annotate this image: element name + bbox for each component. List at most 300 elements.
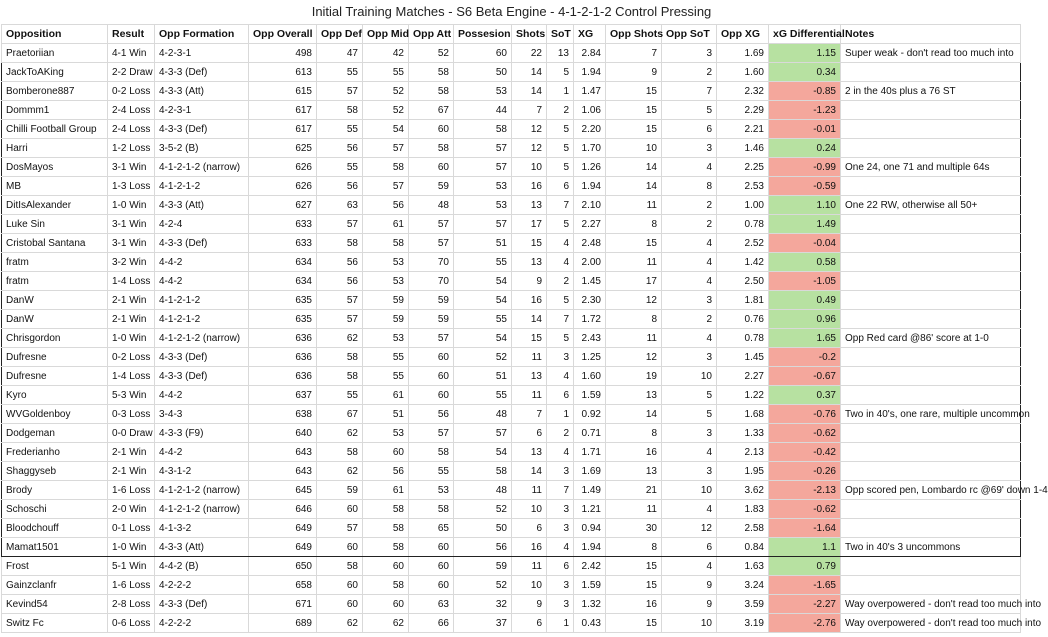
table-row[interactable] xyxy=(2,519,1021,538)
table-cell[interactable]: 51 xyxy=(454,367,512,386)
table-cell[interactable]: 13 xyxy=(512,443,547,462)
table-cell[interactable]: Praetoriian xyxy=(2,44,108,63)
table-cell[interactable]: 1.45 xyxy=(574,272,606,291)
table-cell[interactable]: 4 xyxy=(662,253,717,272)
table-row[interactable] xyxy=(2,462,1021,481)
table-cell[interactable]: 58 xyxy=(409,63,454,82)
table-cell[interactable]: 0.43 xyxy=(574,614,606,633)
table-cell[interactable]: 3 xyxy=(547,595,574,614)
table-cell[interactable]: 11 xyxy=(606,329,662,348)
table-cell[interactable]: 58 xyxy=(409,82,454,101)
table-cell[interactable]: 21 xyxy=(606,481,662,500)
table-cell[interactable]: 2 xyxy=(662,215,717,234)
table-cell[interactable]: 1-4 Loss xyxy=(108,272,155,291)
table-cell[interactable] xyxy=(841,272,1021,291)
table-cell[interactable]: 52 xyxy=(454,348,512,367)
table-cell[interactable]: 61 xyxy=(363,481,409,500)
table-cell[interactable]: 60 xyxy=(409,120,454,139)
table-cell[interactable]: 57 xyxy=(317,82,363,101)
table-cell[interactable]: 1.69 xyxy=(717,44,769,63)
table-cell[interactable]: 1.94 xyxy=(574,63,606,82)
table-cell[interactable]: 2-1 Win xyxy=(108,462,155,481)
table-cell[interactable]: 57 xyxy=(363,139,409,158)
table-cell[interactable]: JackToAKing xyxy=(2,63,108,82)
table-cell[interactable]: 4-1-3-2 xyxy=(155,519,249,538)
table-cell[interactable]: 637 xyxy=(249,386,317,405)
table-cell[interactable]: 44 xyxy=(454,101,512,120)
table-row[interactable] xyxy=(2,272,1021,291)
table-cell[interactable]: 56 xyxy=(409,405,454,424)
table-cell[interactable]: 58 xyxy=(409,500,454,519)
table-cell[interactable]: 634 xyxy=(249,272,317,291)
table-cell[interactable]: 1.83 xyxy=(717,500,769,519)
table-cell[interactable]: 22 xyxy=(512,44,547,63)
xg-differential-cell[interactable]: -1.65 xyxy=(769,576,841,595)
table-cell[interactable]: 3 xyxy=(662,462,717,481)
column-header[interactable]: Possesion xyxy=(454,25,512,44)
table-cell[interactable]: 59 xyxy=(317,481,363,500)
table-cell[interactable]: 7 xyxy=(662,82,717,101)
table-cell[interactable]: 4-3-3 (Def) xyxy=(155,595,249,614)
xg-differential-cell[interactable]: 1.49 xyxy=(769,215,841,234)
table-cell[interactable]: 13 xyxy=(512,253,547,272)
table-cell[interactable]: 50 xyxy=(454,63,512,82)
table-cell[interactable] xyxy=(841,291,1021,310)
table-cell[interactable]: 11 xyxy=(512,481,547,500)
table-cell[interactable]: 57 xyxy=(317,215,363,234)
table-row[interactable] xyxy=(2,443,1021,462)
table-cell[interactable]: 3.19 xyxy=(717,614,769,633)
table-cell[interactable]: 60 xyxy=(363,595,409,614)
table-cell[interactable]: 4-3-1-2 xyxy=(155,462,249,481)
table-cell[interactable]: 57 xyxy=(317,291,363,310)
table-cell[interactable]: 11 xyxy=(512,557,547,576)
table-cell[interactable]: 5 xyxy=(662,101,717,120)
table-cell[interactable]: 2-8 Loss xyxy=(108,595,155,614)
table-cell[interactable]: 8 xyxy=(606,424,662,443)
table-cell[interactable]: 60 xyxy=(409,538,454,557)
table-cell[interactable]: 60 xyxy=(454,44,512,63)
table-cell[interactable]: 66 xyxy=(409,614,454,633)
table-cell[interactable]: 13 xyxy=(606,386,662,405)
table-cell[interactable]: 11 xyxy=(606,500,662,519)
table-cell[interactable]: One 24, one 71 and multiple 64s xyxy=(841,158,1021,177)
xg-differential-cell[interactable]: -0.2 xyxy=(769,348,841,367)
table-cell[interactable]: 1.95 xyxy=(717,462,769,481)
table-cell[interactable] xyxy=(841,101,1021,120)
table-cell[interactable]: 2.43 xyxy=(574,329,606,348)
column-header[interactable]: Opp XG xyxy=(717,25,769,44)
table-cell[interactable]: 54 xyxy=(454,272,512,291)
table-cell[interactable] xyxy=(841,234,1021,253)
table-cell[interactable]: 2 xyxy=(547,272,574,291)
table-cell[interactable]: 1.33 xyxy=(717,424,769,443)
table-cell[interactable]: 12 xyxy=(606,348,662,367)
table-cell[interactable]: 4-1-2-1-2 xyxy=(155,291,249,310)
table-cell[interactable]: 51 xyxy=(363,405,409,424)
table-cell[interactable]: 4-3-3 (Def) xyxy=(155,367,249,386)
table-cell[interactable]: 12 xyxy=(662,519,717,538)
table-cell[interactable]: 4-4-2 xyxy=(155,253,249,272)
table-cell[interactable]: 59 xyxy=(409,291,454,310)
xg-differential-cell[interactable]: 1.65 xyxy=(769,329,841,348)
table-cell[interactable]: 6 xyxy=(662,120,717,139)
table-cell[interactable]: 4-4-2 xyxy=(155,272,249,291)
column-header[interactable]: Shots xyxy=(512,25,547,44)
table-cell[interactable]: 0.71 xyxy=(574,424,606,443)
table-cell[interactable]: 0.94 xyxy=(574,519,606,538)
table-cell[interactable]: 4-4-2 xyxy=(155,386,249,405)
table-cell[interactable]: 32 xyxy=(454,595,512,614)
table-cell[interactable]: Cristobal Santana xyxy=(2,234,108,253)
table-cell[interactable] xyxy=(841,424,1021,443)
table-cell[interactable]: 4-1-2-1-2 (narrow) xyxy=(155,481,249,500)
table-cell[interactable]: 57 xyxy=(363,177,409,196)
xg-differential-cell[interactable]: 0.24 xyxy=(769,139,841,158)
table-cell[interactable]: Schoschi xyxy=(2,500,108,519)
column-header[interactable]: Opposition xyxy=(2,25,108,44)
column-header[interactable]: xG Differential xyxy=(769,25,841,44)
table-cell[interactable]: 1.60 xyxy=(574,367,606,386)
xg-differential-cell[interactable]: -1.23 xyxy=(769,101,841,120)
table-cell[interactable]: 5 xyxy=(547,215,574,234)
column-header[interactable]: XG xyxy=(574,25,606,44)
table-cell[interactable] xyxy=(841,443,1021,462)
table-cell[interactable]: 58 xyxy=(363,234,409,253)
table-cell[interactable]: 10 xyxy=(662,367,717,386)
table-cell[interactable]: 2.58 xyxy=(717,519,769,538)
table-cell[interactable]: 48 xyxy=(454,481,512,500)
table-cell[interactable]: 62 xyxy=(317,424,363,443)
table-cell[interactable]: 1.46 xyxy=(717,139,769,158)
table-cell[interactable] xyxy=(841,576,1021,595)
table-cell[interactable]: 9 xyxy=(512,595,547,614)
table-cell[interactable] xyxy=(841,348,1021,367)
table-cell[interactable]: 7 xyxy=(547,196,574,215)
table-cell[interactable] xyxy=(841,139,1021,158)
table-cell[interactable]: 56 xyxy=(363,462,409,481)
table-cell[interactable]: 2-4 Loss xyxy=(108,120,155,139)
table-cell[interactable]: 671 xyxy=(249,595,317,614)
table-cell[interactable]: 2.00 xyxy=(574,253,606,272)
table-cell[interactable]: 67 xyxy=(317,405,363,424)
xg-differential-cell[interactable]: -2.13 xyxy=(769,481,841,500)
table-cell[interactable]: 1.00 xyxy=(717,196,769,215)
table-cell[interactable]: 634 xyxy=(249,253,317,272)
table-cell[interactable]: 48 xyxy=(409,196,454,215)
table-cell[interactable]: 54 xyxy=(363,120,409,139)
table-cell[interactable] xyxy=(841,63,1021,82)
table-cell[interactable]: 4-3-3 (Def) xyxy=(155,234,249,253)
table-cell[interactable]: 6 xyxy=(512,424,547,443)
table-cell[interactable]: 15 xyxy=(606,234,662,253)
table-cell[interactable]: 56 xyxy=(363,196,409,215)
table-cell[interactable]: 5 xyxy=(547,63,574,82)
table-cell[interactable]: 4 xyxy=(662,500,717,519)
table-cell[interactable]: 55 xyxy=(317,158,363,177)
table-cell[interactable]: 15 xyxy=(606,557,662,576)
xg-differential-cell[interactable]: 0.96 xyxy=(769,310,841,329)
table-cell[interactable]: Dufresne xyxy=(2,348,108,367)
table-cell[interactable]: 13 xyxy=(512,196,547,215)
table-cell[interactable]: 6 xyxy=(662,538,717,557)
table-cell[interactable]: 52 xyxy=(409,44,454,63)
table-cell[interactable]: Luke Sin xyxy=(2,215,108,234)
table-cell[interactable]: 59 xyxy=(363,291,409,310)
table-cell[interactable]: 55 xyxy=(454,253,512,272)
table-row[interactable] xyxy=(2,158,1021,177)
table-cell[interactable]: Opp Red card @86' score at 1-0 xyxy=(841,329,1021,348)
column-header[interactable]: SoT xyxy=(547,25,574,44)
table-cell[interactable]: 1.26 xyxy=(574,158,606,177)
table-cell[interactable]: 7 xyxy=(512,405,547,424)
table-cell[interactable]: 0.92 xyxy=(574,405,606,424)
table-cell[interactable]: 56 xyxy=(317,177,363,196)
table-cell[interactable]: 4-4-2 (B) xyxy=(155,557,249,576)
table-cell[interactable]: 55 xyxy=(454,310,512,329)
table-cell[interactable]: 0-0 Draw xyxy=(108,424,155,443)
table-cell[interactable]: 62 xyxy=(317,462,363,481)
table-cell[interactable]: 649 xyxy=(249,538,317,557)
table-cell[interactable]: 5-1 Win xyxy=(108,557,155,576)
table-cell[interactable]: 2.52 xyxy=(717,234,769,253)
table-cell[interactable]: 0.76 xyxy=(717,310,769,329)
table-cell[interactable]: 63 xyxy=(409,595,454,614)
table-cell[interactable]: 0-2 Loss xyxy=(108,82,155,101)
table-cell[interactable]: 5-3 Win xyxy=(108,386,155,405)
table-cell[interactable]: 636 xyxy=(249,348,317,367)
table-cell[interactable]: 5 xyxy=(547,139,574,158)
xg-differential-cell[interactable]: -0.62 xyxy=(769,424,841,443)
table-row[interactable] xyxy=(2,424,1021,443)
table-row[interactable] xyxy=(2,196,1021,215)
table-cell[interactable]: 1.47 xyxy=(574,82,606,101)
xg-differential-cell[interactable]: -1.64 xyxy=(769,519,841,538)
table-cell[interactable]: 55 xyxy=(409,462,454,481)
table-cell[interactable]: 70 xyxy=(409,253,454,272)
table-cell[interactable]: 1.42 xyxy=(717,253,769,272)
table-cell[interactable]: 2.10 xyxy=(574,196,606,215)
table-cell[interactable]: 56 xyxy=(317,272,363,291)
table-cell[interactable]: 627 xyxy=(249,196,317,215)
table-cell[interactable]: 57 xyxy=(409,234,454,253)
table-cell[interactable]: 57 xyxy=(409,329,454,348)
table-cell[interactable]: 4-3-3 (Att) xyxy=(155,196,249,215)
table-cell[interactable]: 10 xyxy=(662,481,717,500)
table-cell[interactable]: 4-1-2-1-2 xyxy=(155,177,249,196)
table-cell[interactable]: 56 xyxy=(317,253,363,272)
table-cell[interactable]: 58 xyxy=(363,158,409,177)
table-cell[interactable]: 15 xyxy=(606,82,662,101)
table-cell[interactable]: 5 xyxy=(547,120,574,139)
table-cell[interactable]: 15 xyxy=(606,120,662,139)
table-cell[interactable]: 1.94 xyxy=(574,538,606,557)
table-cell[interactable]: 615 xyxy=(249,82,317,101)
xg-differential-cell[interactable]: 0.34 xyxy=(769,63,841,82)
table-cell[interactable]: 1-2 Loss xyxy=(108,139,155,158)
table-cell[interactable]: 59 xyxy=(409,177,454,196)
column-header[interactable]: Notes xyxy=(841,25,1021,44)
table-cell[interactable]: 2.50 xyxy=(717,272,769,291)
table-cell[interactable]: 4 xyxy=(662,329,717,348)
table-cell[interactable]: 4-2-3-1 xyxy=(155,101,249,120)
table-cell[interactable]: 3.62 xyxy=(717,481,769,500)
column-header[interactable]: Opp Shots xyxy=(606,25,662,44)
table-cell[interactable]: 58 xyxy=(363,576,409,595)
table-cell[interactable]: 4-3-3 (Att) xyxy=(155,82,249,101)
table-cell[interactable]: 1.22 xyxy=(717,386,769,405)
table-cell[interactable]: 4-3-3 (Def) xyxy=(155,63,249,82)
table-cell[interactable]: 2-1 Win xyxy=(108,310,155,329)
table-cell[interactable]: 643 xyxy=(249,462,317,481)
table-cell[interactable]: 58 xyxy=(363,500,409,519)
table-cell[interactable]: 15 xyxy=(512,234,547,253)
table-cell[interactable]: 58 xyxy=(317,234,363,253)
table-cell[interactable]: 0-3 Loss xyxy=(108,405,155,424)
table-cell[interactable]: 1.68 xyxy=(717,405,769,424)
table-cell[interactable]: 59 xyxy=(409,310,454,329)
table-row[interactable] xyxy=(2,120,1021,139)
table-cell[interactable]: 2.32 xyxy=(717,82,769,101)
table-row[interactable] xyxy=(2,500,1021,519)
table-cell[interactable]: 4-3-3 (Def) xyxy=(155,348,249,367)
table-cell[interactable]: 58 xyxy=(454,120,512,139)
table-cell[interactable]: 58 xyxy=(317,557,363,576)
table-cell[interactable]: 4 xyxy=(547,234,574,253)
table-row[interactable] xyxy=(2,367,1021,386)
table-cell[interactable]: 55 xyxy=(363,367,409,386)
table-cell[interactable]: 14 xyxy=(512,82,547,101)
table-cell[interactable]: 58 xyxy=(317,348,363,367)
xg-differential-cell[interactable]: -0.59 xyxy=(769,177,841,196)
table-cell[interactable]: 4 xyxy=(662,272,717,291)
table-cell[interactable]: 1-4 Loss xyxy=(108,367,155,386)
table-cell[interactable] xyxy=(841,177,1021,196)
table-cell[interactable]: 57 xyxy=(317,519,363,538)
table-cell[interactable] xyxy=(841,462,1021,481)
table-cell[interactable]: Two in 40's 3 uncommons xyxy=(841,538,1021,557)
table-cell[interactable]: 4-1 Win xyxy=(108,44,155,63)
table-row[interactable] xyxy=(2,386,1021,405)
table-cell[interactable]: 1.45 xyxy=(717,348,769,367)
table-cell[interactable]: 2.29 xyxy=(717,101,769,120)
table-cell[interactable]: Shaggyseb xyxy=(2,462,108,481)
table-cell[interactable]: 1.70 xyxy=(574,139,606,158)
table-cell[interactable]: 5 xyxy=(547,158,574,177)
xg-differential-cell[interactable]: -0.85 xyxy=(769,82,841,101)
table-cell[interactable]: 613 xyxy=(249,63,317,82)
table-cell[interactable]: DanW xyxy=(2,310,108,329)
table-cell[interactable]: 19 xyxy=(606,367,662,386)
table-cell[interactable]: 58 xyxy=(317,367,363,386)
table-cell[interactable]: 10 xyxy=(512,576,547,595)
table-cell[interactable] xyxy=(841,310,1021,329)
table-cell[interactable]: 13 xyxy=(606,462,662,481)
table-cell[interactable]: 48 xyxy=(454,405,512,424)
table-cell[interactable]: 633 xyxy=(249,234,317,253)
table-cell[interactable]: 60 xyxy=(317,538,363,557)
table-cell[interactable] xyxy=(841,253,1021,272)
table-cell[interactable]: 3 xyxy=(662,424,717,443)
table-cell[interactable]: 60 xyxy=(317,500,363,519)
table-cell[interactable]: 67 xyxy=(409,101,454,120)
table-cell[interactable]: 8 xyxy=(606,215,662,234)
table-row[interactable] xyxy=(2,253,1021,272)
table-row[interactable] xyxy=(2,557,1021,576)
table-cell[interactable]: 4-2-2-2 xyxy=(155,576,249,595)
table-cell[interactable]: Kevind54 xyxy=(2,595,108,614)
table-cell[interactable]: 6 xyxy=(547,557,574,576)
table-cell[interactable]: 14 xyxy=(512,310,547,329)
table-cell[interactable]: Two in 40's, one rare, multiple uncommon xyxy=(841,405,1021,424)
table-cell[interactable]: 16 xyxy=(512,538,547,557)
table-cell[interactable]: 3 xyxy=(547,348,574,367)
column-header[interactable]: Opp Att xyxy=(409,25,454,44)
table-cell[interactable]: 62 xyxy=(317,329,363,348)
table-cell[interactable]: 1-0 Win xyxy=(108,329,155,348)
table-cell[interactable]: 58 xyxy=(409,139,454,158)
xg-differential-cell[interactable]: -2.27 xyxy=(769,595,841,614)
table-cell[interactable]: 2.21 xyxy=(717,120,769,139)
table-cell[interactable]: 2 xyxy=(662,63,717,82)
table-row[interactable] xyxy=(2,291,1021,310)
table-cell[interactable]: 58 xyxy=(363,538,409,557)
table-cell[interactable]: 3 xyxy=(547,500,574,519)
xg-differential-cell[interactable]: -0.99 xyxy=(769,158,841,177)
xg-differential-cell[interactable]: -0.01 xyxy=(769,120,841,139)
table-cell[interactable]: 51 xyxy=(454,234,512,253)
table-cell[interactable]: 2.84 xyxy=(574,44,606,63)
table-cell[interactable]: 60 xyxy=(363,557,409,576)
table-cell[interactable]: 3-5-2 (B) xyxy=(155,139,249,158)
table-cell[interactable]: DitIsAlexander xyxy=(2,196,108,215)
column-header[interactable]: Opp Def xyxy=(317,25,363,44)
table-cell[interactable]: 58 xyxy=(454,462,512,481)
table-cell[interactable]: 4 xyxy=(662,557,717,576)
table-cell[interactable]: fratm xyxy=(2,272,108,291)
table-cell[interactable]: 4 xyxy=(547,538,574,557)
table-cell[interactable]: 1.21 xyxy=(574,500,606,519)
table-cell[interactable]: 4-3-3 (Att) xyxy=(155,538,249,557)
table-cell[interactable]: 6 xyxy=(512,519,547,538)
table-cell[interactable]: 5 xyxy=(662,405,717,424)
table-cell[interactable]: 60 xyxy=(409,367,454,386)
table-cell[interactable]: 3-4-3 xyxy=(155,405,249,424)
table-cell[interactable]: 58 xyxy=(317,443,363,462)
table-cell[interactable]: 3 xyxy=(662,139,717,158)
table-cell[interactable]: 1-3 Loss xyxy=(108,177,155,196)
table-cell[interactable]: 8 xyxy=(606,310,662,329)
table-cell[interactable]: 15 xyxy=(512,329,547,348)
table-cell[interactable]: 4-1-2-1-2 xyxy=(155,310,249,329)
table-cell[interactable]: 4 xyxy=(547,443,574,462)
table-cell[interactable]: 2-1 Win xyxy=(108,291,155,310)
table-cell[interactable]: 9 xyxy=(606,63,662,82)
table-cell[interactable] xyxy=(841,519,1021,538)
table-cell[interactable]: 640 xyxy=(249,424,317,443)
table-cell[interactable]: Way overpowered - don't read too much into xyxy=(841,595,1021,614)
table-cell[interactable]: 15 xyxy=(606,101,662,120)
table-cell[interactable]: 3 xyxy=(662,44,717,63)
table-row[interactable] xyxy=(2,101,1021,120)
table-cell[interactable]: 6 xyxy=(547,177,574,196)
table-cell[interactable]: 1-0 Win xyxy=(108,538,155,557)
table-cell[interactable]: 4-3-3 (F9) xyxy=(155,424,249,443)
table-cell[interactable]: 1-0 Win xyxy=(108,196,155,215)
table-cell[interactable]: 5 xyxy=(547,291,574,310)
column-header[interactable]: Result xyxy=(108,25,155,44)
table-cell[interactable]: MB xyxy=(2,177,108,196)
